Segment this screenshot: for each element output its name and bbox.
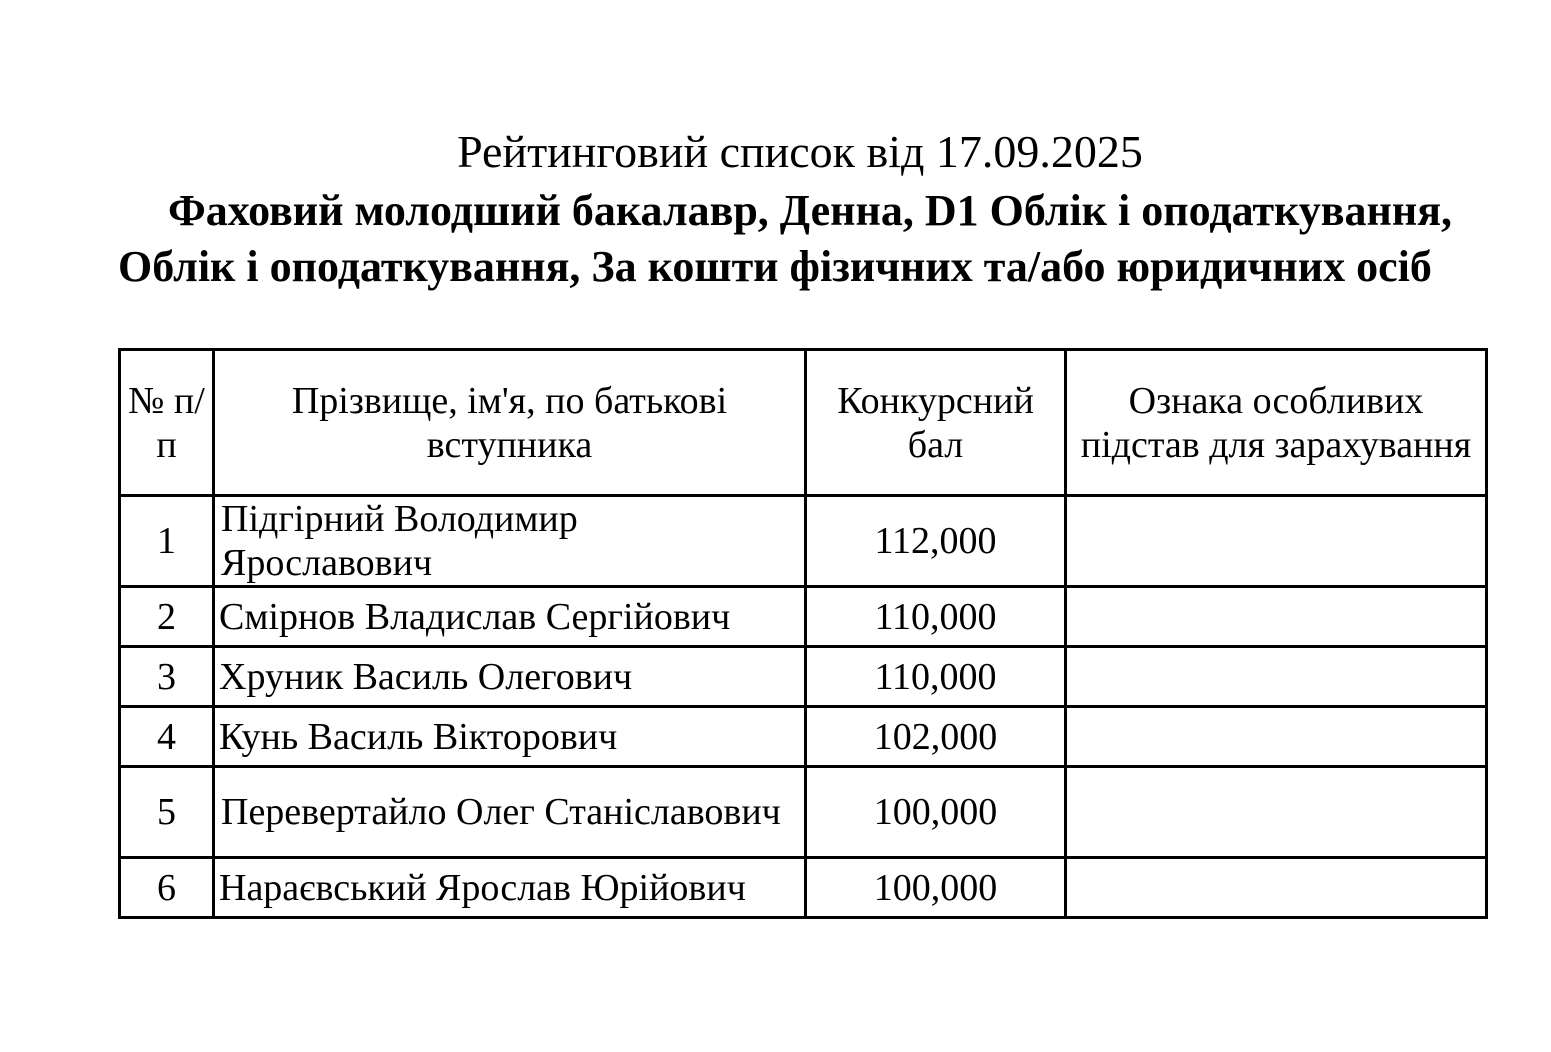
row-score: 110,000 xyxy=(806,647,1066,707)
row-name: Хруник Василь Олегович xyxy=(214,647,806,707)
row-special-grounds xyxy=(1066,707,1487,767)
row-score: 112,000 xyxy=(806,496,1066,587)
row-score: 100,000 xyxy=(806,767,1066,858)
table-row xyxy=(120,496,1487,587)
row-name: Нараєвський Ярослав Юрійович xyxy=(214,858,806,918)
document-subtitle: Фаховий молодший бакалавр, Денна, D1 Облік і оподаткування, Облік і оподаткування, За кошти фізичних та/або юридичних осіб xyxy=(118,186,1453,291)
row-name: Смірнов Владислав Сергійович xyxy=(214,587,806,647)
row-number: 4 xyxy=(120,707,214,767)
row-name: Кунь Василь Вікторович xyxy=(214,707,806,767)
row-score: 100,000 xyxy=(806,858,1066,918)
row-name: Підгірний Володимир Ярославович xyxy=(214,496,806,587)
table-row xyxy=(120,707,1487,767)
row-score: 102,000 xyxy=(806,707,1066,767)
row-number: 5 xyxy=(120,767,214,858)
rating-table xyxy=(118,348,1488,919)
row-score: 110,000 xyxy=(806,587,1066,647)
row-special-grounds xyxy=(1066,587,1487,647)
row-number: 1 xyxy=(120,496,214,587)
row-number: 6 xyxy=(120,858,214,918)
header-score: Конкурсний бал xyxy=(806,350,1066,496)
table-row xyxy=(120,767,1487,858)
row-special-grounds xyxy=(1066,647,1487,707)
row-number: 2 xyxy=(120,587,214,647)
row-special-grounds xyxy=(1066,767,1487,858)
header-number: № п/п xyxy=(120,350,214,496)
header-special-grounds: Ознака особливих підстав для зарахування xyxy=(1066,350,1487,496)
row-name: Перевертайло Олег Станіславович xyxy=(214,767,806,858)
header-name: Прізвище, ім'я, по батькові вступника xyxy=(214,350,806,496)
table-row xyxy=(120,587,1487,647)
row-special-grounds xyxy=(1066,496,1487,587)
row-number: 3 xyxy=(120,647,214,707)
table-row xyxy=(120,858,1487,918)
row-special-grounds xyxy=(1066,858,1487,918)
table-header-row xyxy=(120,350,1487,496)
document-title: Рейтинговий список від 17.09.2025 xyxy=(457,126,1143,177)
table-row xyxy=(120,647,1487,707)
